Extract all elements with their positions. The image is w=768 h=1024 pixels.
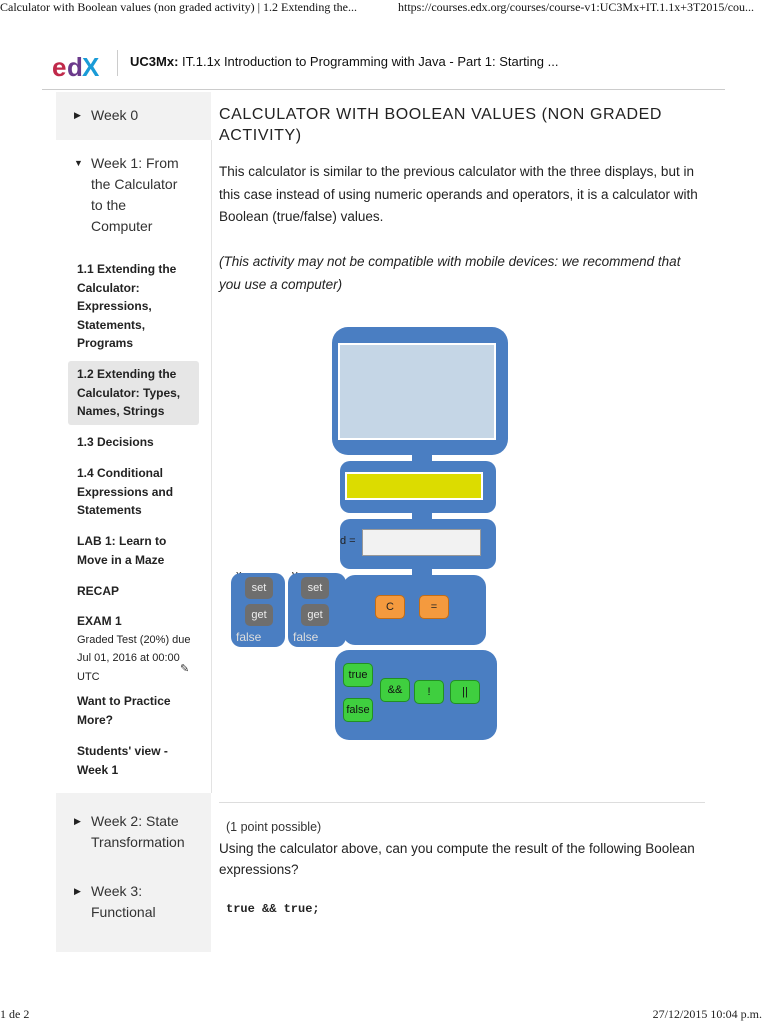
svg-text:X: X bbox=[82, 52, 100, 82]
and-button[interactable]: && bbox=[380, 678, 410, 702]
set-x-button[interactable]: set bbox=[245, 577, 273, 599]
main-screen bbox=[338, 343, 496, 440]
chevron-right-icon: ▶ bbox=[74, 110, 81, 120]
operator-panel bbox=[343, 575, 486, 645]
memory-y-value: false bbox=[293, 630, 319, 644]
section-1-3[interactable]: 1.3 Decisions bbox=[77, 435, 154, 449]
section-1-1[interactable]: 1.1 Extending the Calculator: Expressions, Statements, Programs bbox=[77, 262, 177, 350]
section-divider bbox=[219, 802, 705, 803]
print-timestamp: 27/12/2015 10:04 p.m. bbox=[652, 1007, 762, 1021]
set-y-button[interactable]: set bbox=[301, 577, 329, 599]
points-possible: (1 point possible) bbox=[226, 820, 322, 834]
edit-icon: ✎ bbox=[180, 663, 190, 675]
compatibility-note: (This activity may not be compatible with mobile devices: we recommend that you use a computer) bbox=[219, 254, 681, 292]
section-1-4[interactable]: 1.4 Conditional Expressions and Statements bbox=[77, 466, 174, 517]
section-practice[interactable]: Want to Practice More? bbox=[77, 694, 171, 727]
header-rule bbox=[42, 89, 725, 90]
code-expression: true && true; bbox=[226, 902, 320, 916]
page-url: https://courses.edx.org/courses/course-v1:UC3Mx+IT.1.1x+3T2015/cou... bbox=[398, 0, 755, 14]
d-label: d = bbox=[340, 535, 356, 547]
section-recap[interactable]: RECAP bbox=[77, 584, 120, 598]
d-input[interactable] bbox=[362, 529, 481, 556]
chevron-right-icon: ▶ bbox=[74, 886, 81, 896]
accumulator-display bbox=[345, 472, 483, 500]
true-button[interactable]: true bbox=[343, 663, 373, 687]
course-title: UC3Mx: IT.1.1x Introduction to Programming with Java - Part 1: Starting ... bbox=[130, 54, 559, 69]
chevron-down-icon: ▼ bbox=[74, 158, 83, 168]
clear-button[interactable]: C bbox=[375, 595, 405, 619]
section-1-2[interactable]: 1.2 Extending the Calculator: Types, Names, Strings bbox=[68, 361, 199, 425]
svg-text:e: e bbox=[52, 52, 67, 82]
boolean-calculator bbox=[225, 325, 505, 745]
svg-text:d: d bbox=[67, 52, 83, 82]
chevron-right-icon: ▶ bbox=[74, 816, 81, 826]
get-y-button[interactable]: get bbox=[301, 604, 329, 626]
page-number: 1 de 2 bbox=[0, 1007, 30, 1021]
false-button[interactable]: false bbox=[343, 698, 373, 722]
equals-button[interactable]: = bbox=[419, 595, 449, 619]
section-lab-1[interactable]: LAB 1: Learn to Move in a Maze bbox=[77, 534, 167, 567]
page-title: Calculator with Boolean values (non graded activity) | 1.2 Extending the... bbox=[0, 0, 357, 14]
not-button[interactable]: ! bbox=[414, 680, 444, 704]
edx-logo[interactable] bbox=[52, 52, 104, 82]
unit-heading: CALCULATOR WITH BOOLEAN VALUES (NON GRADED ACTIVITY) bbox=[219, 106, 663, 144]
memory-x-value: false bbox=[236, 630, 262, 644]
section-exam-1[interactable]: EXAM 1 Graded Test (20%) due Jul 01, 2016 at 00:00 UTC bbox=[77, 614, 191, 683]
intro-text: This calculator is similar to the previous calculator with the three displays, but in this case instead of using numeric operands and operators, it is a calculator with Boolean (true/false) values. bbox=[219, 164, 698, 224]
problem-question: Using the calculator above, can you compute the result of the following Boolean expressions? bbox=[219, 841, 695, 877]
or-button[interactable]: || bbox=[450, 680, 480, 704]
get-x-button[interactable]: get bbox=[245, 604, 273, 626]
section-students-view[interactable]: Students' view - Week 1 bbox=[77, 744, 168, 777]
header-divider bbox=[117, 50, 118, 76]
